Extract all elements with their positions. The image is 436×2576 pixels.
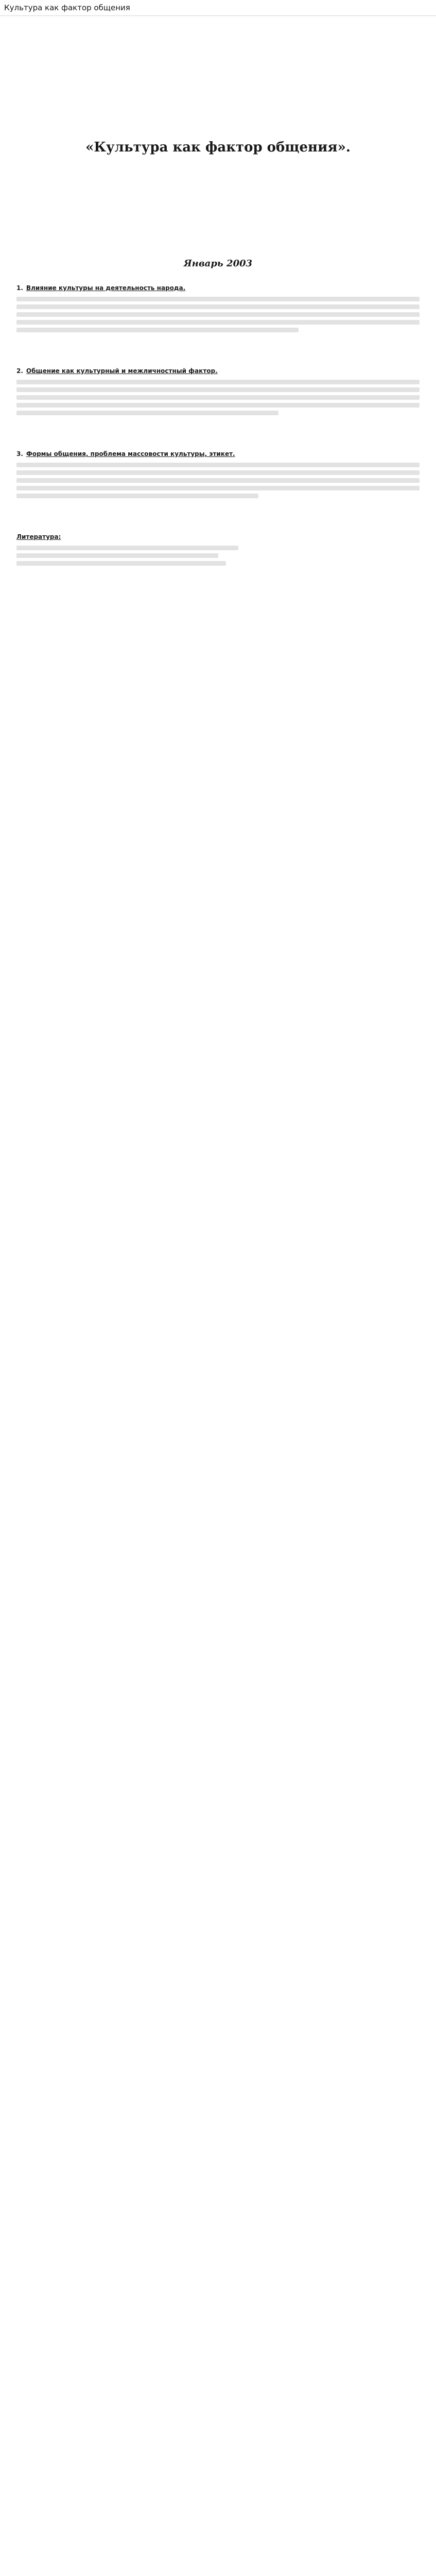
section-title: Формы общения, проблема массовости культуры, этикет. <box>26 450 235 457</box>
section-body-placeholder <box>16 463 420 498</box>
section-heading <box>16 367 420 375</box>
section-title: Влияние культуры на деятельность народа. <box>26 284 186 292</box>
literature-heading: Литература: <box>16 533 61 540</box>
section-title: Общение как культурный и межличностный фактор. <box>26 367 218 375</box>
section-heading <box>16 450 420 457</box>
section-body-placeholder <box>16 380 420 415</box>
section-number: 2. <box>16 367 23 375</box>
document-date: Январь 2003 <box>183 258 253 269</box>
tab-title: Культура как фактор общения <box>0 0 436 16</box>
document-title: «Культура как фактор общения». <box>85 140 351 155</box>
section-body-placeholder <box>16 297 420 332</box>
section-number: 1. <box>16 284 23 292</box>
literature-list-placeholder <box>16 546 420 566</box>
section-number: 3. <box>16 450 23 457</box>
section-heading <box>16 284 420 292</box>
document-body <box>0 140 436 589</box>
